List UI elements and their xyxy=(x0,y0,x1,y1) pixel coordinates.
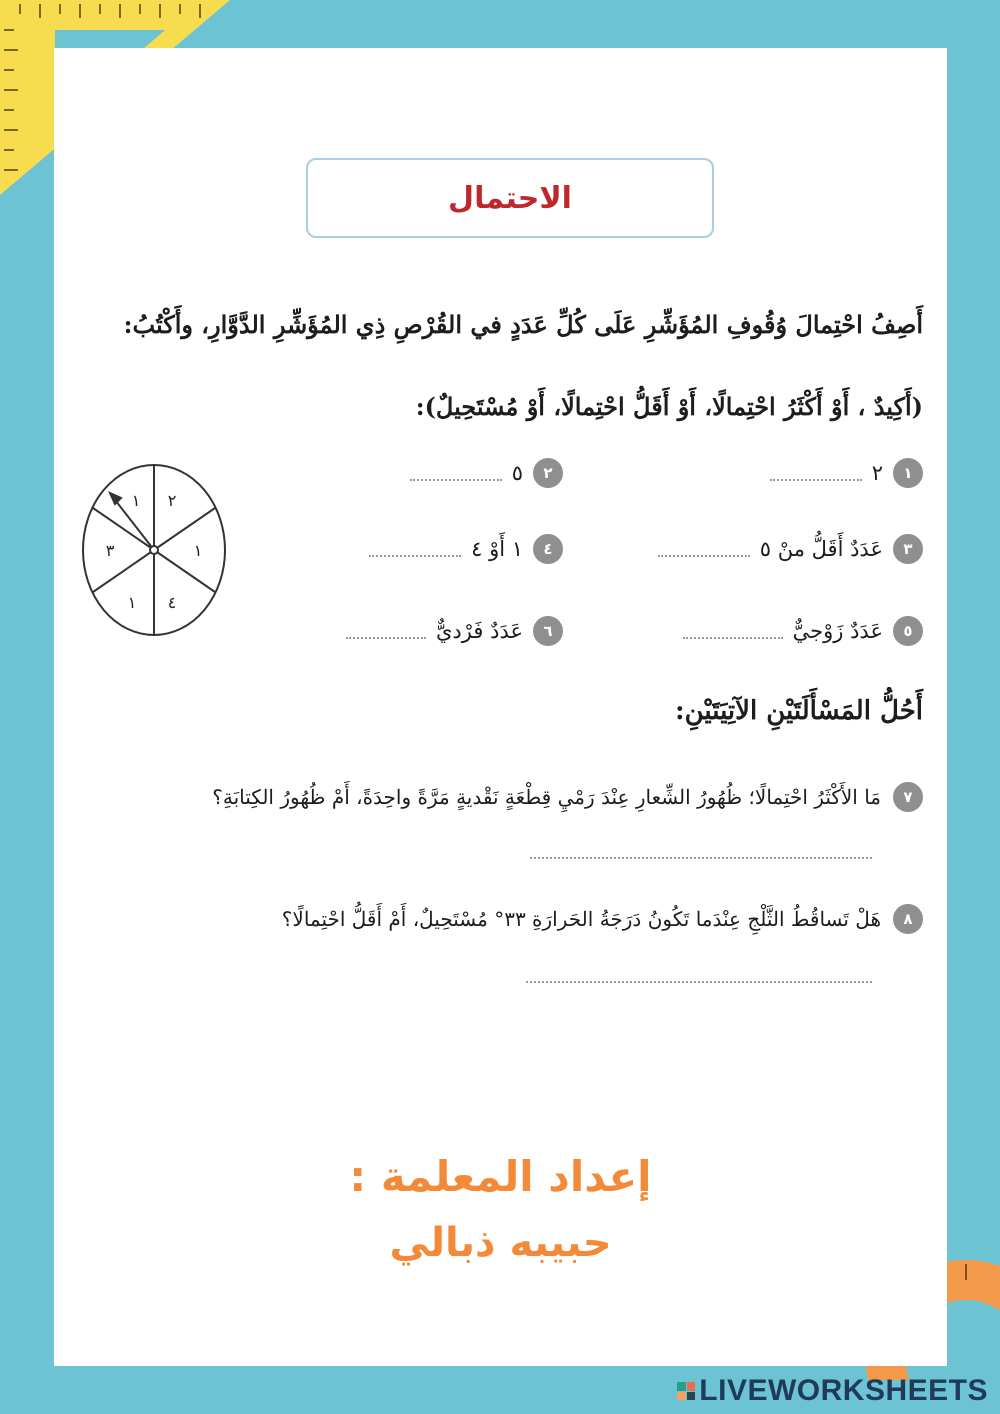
worksheet-page xyxy=(54,48,947,1366)
answer-blank[interactable] xyxy=(770,478,862,481)
item-text: ٢ xyxy=(871,461,883,485)
item-text: عَدَدٌ فَرْديٌّ xyxy=(436,619,523,643)
item-2 xyxy=(410,458,563,488)
spinner-diagram xyxy=(80,462,228,638)
item-6 xyxy=(346,616,563,646)
answer-blank[interactable] xyxy=(346,636,426,639)
liveworksheets-logo-icon xyxy=(677,1382,695,1400)
page-title: الاحتمال xyxy=(448,180,572,216)
instruction-line-1: أَصِفُ احْتِمالَ وُقُوفِ المُؤَشِّرِ عَلَى كُلِّ عَدَدٍ في القُرْصِ ذِي المُؤَشِّرِ الدَّوَّارِ، وأَكْتُبُ: xyxy=(123,310,923,339)
spinner-label: ٢ xyxy=(167,491,177,510)
brand-name: LIVEWORKSHEETS xyxy=(699,1374,988,1407)
answer-blank[interactable] xyxy=(683,636,783,639)
question-8-answer-line[interactable] xyxy=(526,980,872,983)
spinner-label: ١ xyxy=(131,491,141,510)
item-number-badge: ٣ xyxy=(893,534,923,564)
question-8 xyxy=(282,904,923,934)
answer-blank[interactable] xyxy=(369,554,461,557)
item-text: عَدَدٌ زَوْجيٌّ xyxy=(792,619,883,643)
question-text: مَا الأَكْثَرُ احْتِمالًا؛ ظُهُورُ الشِّعارِ عِنْدَ رَمْيِ قِطْعَةٍ نَقْديةٍ مَرَّةً واحِدَةً، أَمْ ظُهُورُ الكِتابَةِ؟ xyxy=(212,785,881,809)
item-number-badge: ٢ xyxy=(533,458,563,488)
question-number-badge: ٨ xyxy=(893,904,923,934)
item-1 xyxy=(770,458,923,488)
spinner-label: ١ xyxy=(127,593,137,612)
question-number-badge: ٧ xyxy=(893,782,923,812)
question-text: هَلْ تَساقُطُ الثَّلْجِ عِنْدَما تَكُونُ دَرَجَةُ الحَرارَةِ ٣٣° مُسْتَحِيلٌ، أَمْ أَقَلُّ احْتِمالًا؟ xyxy=(281,907,881,931)
author-name: حبيبه ذبالي xyxy=(389,1220,612,1266)
item-text: ١ أَوْ ٤ xyxy=(471,537,523,561)
answer-blank[interactable] xyxy=(410,478,502,481)
item-3 xyxy=(658,534,923,564)
item-text: عَدَدٌ أَقَلُّ منْ ٥ xyxy=(759,537,883,561)
spinner-label: ٣ xyxy=(105,541,115,560)
answer-blank[interactable] xyxy=(658,554,750,557)
section-2-heading: أَحُلُّ المَسْأَلَتَيْنِ الآتِيَتَيْنِ: xyxy=(674,696,923,726)
item-text: ٥ xyxy=(511,461,523,485)
author-label: إعداد المعلمة : xyxy=(349,1152,652,1201)
item-number-badge: ٦ xyxy=(533,616,563,646)
instruction-line-2: (أَكِيدٌ ، أَوْ أَكْثَرُ احْتِمالًا، أَوْ أَقَلُّ احْتِمالًا، أَوْ مُسْتَحِيلٌ): xyxy=(415,392,923,421)
question-7-answer-line[interactable] xyxy=(530,856,872,859)
item-number-badge: ١ xyxy=(893,458,923,488)
item-5 xyxy=(683,616,923,646)
item-4 xyxy=(369,534,563,564)
item-number-badge: ٥ xyxy=(893,616,923,646)
question-7 xyxy=(212,782,923,812)
spinner-label: ١ xyxy=(193,541,203,560)
item-number-badge: ٤ xyxy=(533,534,563,564)
liveworksheets-brand[interactable] xyxy=(677,1374,988,1408)
title-box xyxy=(306,158,714,238)
spinner-label: ٤ xyxy=(167,593,177,612)
